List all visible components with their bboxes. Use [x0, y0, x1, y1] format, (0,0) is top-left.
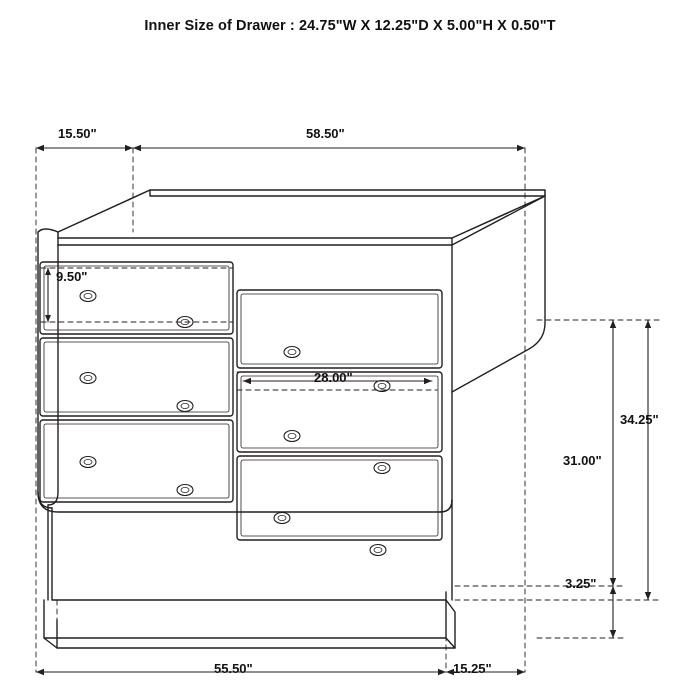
dimension-top-depth: 15.50": [58, 126, 97, 141]
dimension-base-height: 3.25": [565, 576, 597, 591]
dimension-drawer-height: 9.50": [56, 269, 88, 284]
dimension-total-height: 34.25": [620, 412, 659, 427]
dimension-top-width: 58.50": [306, 126, 345, 141]
dimension-cabinet-height: 31.00": [563, 453, 602, 468]
page-title: Inner Size of Drawer : 24.75"W X 12.25"D X 5.00"H X 0.50"T: [144, 18, 556, 34]
dimension-base-depth: 15.25": [453, 661, 492, 676]
dimension-base-width: 55.50": [214, 661, 253, 676]
dimension-drawer-width: 28.00": [314, 370, 353, 385]
